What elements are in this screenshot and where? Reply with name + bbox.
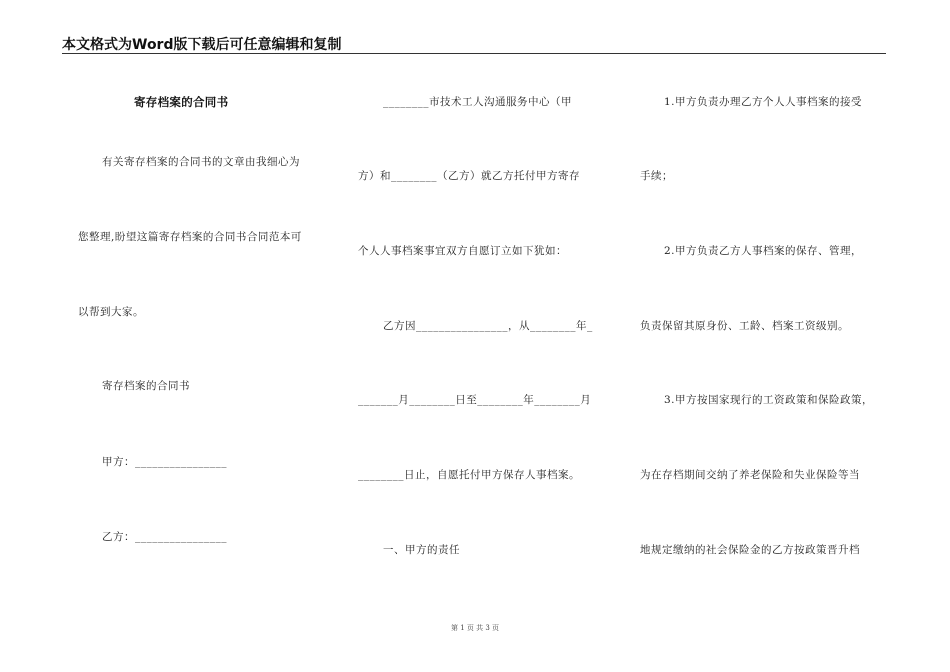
body-line-1: ________市技术工人沟通服务中心（甲	[383, 96, 572, 108]
clause-line-3: 2.甲方负责乙方人事档案的保存、管理，	[664, 245, 863, 257]
body-line-3: 个人人事档案事宜双方自愿订立如下犹如：	[358, 245, 567, 257]
body-line-5: _______月________日至________年________月	[358, 394, 592, 406]
body-line-6: ________日止，自愿托付甲方保存人事档案。	[358, 469, 580, 481]
clause-line-5: 3.甲方按国家现行的工资政策和保险政策，	[664, 394, 874, 406]
party-a-line: 甲方：________________	[102, 456, 227, 468]
clause-heading-1: 一、甲方的责任	[383, 544, 460, 556]
body-line-2: 方）和________（乙方）就乙方托付甲方寄存	[358, 170, 580, 182]
party-b-line: 乙方：________________	[102, 531, 227, 543]
contract-title: 寄存档案的合同书	[134, 95, 229, 109]
body-line-4: 乙方因________________，从________年_	[383, 320, 593, 332]
intro-line-1: 有关寄存档案的合同书的文章由我细心为	[102, 156, 300, 168]
clause-line-1: 1.甲方负责办理乙方个人人事档案的接受	[664, 96, 863, 108]
clause-line-4: 负责保留其原身份、工龄、档案工资级别。	[640, 320, 849, 332]
intro-line-2: 您整理,盼望这篇寄存档案的合同书合同范本可	[78, 231, 302, 243]
clause-line-2: 手续；	[640, 170, 673, 182]
clause-line-6: 为在存档期间交纳了养老保险和失业保险等当	[640, 469, 860, 481]
page-number: 第 1 页 共 3 页	[450, 624, 500, 632]
clause-line-7: 地规定缴纳的社会保险金的乙方按政策晋升档	[640, 544, 860, 556]
header-divider	[62, 53, 886, 54]
section-heading: 寄存档案的合同书	[102, 380, 190, 392]
intro-line-3: 以帮到大家。	[78, 306, 144, 318]
document-header-title: 本文格式为Word版下载后可任意编辑和复制	[62, 37, 342, 53]
